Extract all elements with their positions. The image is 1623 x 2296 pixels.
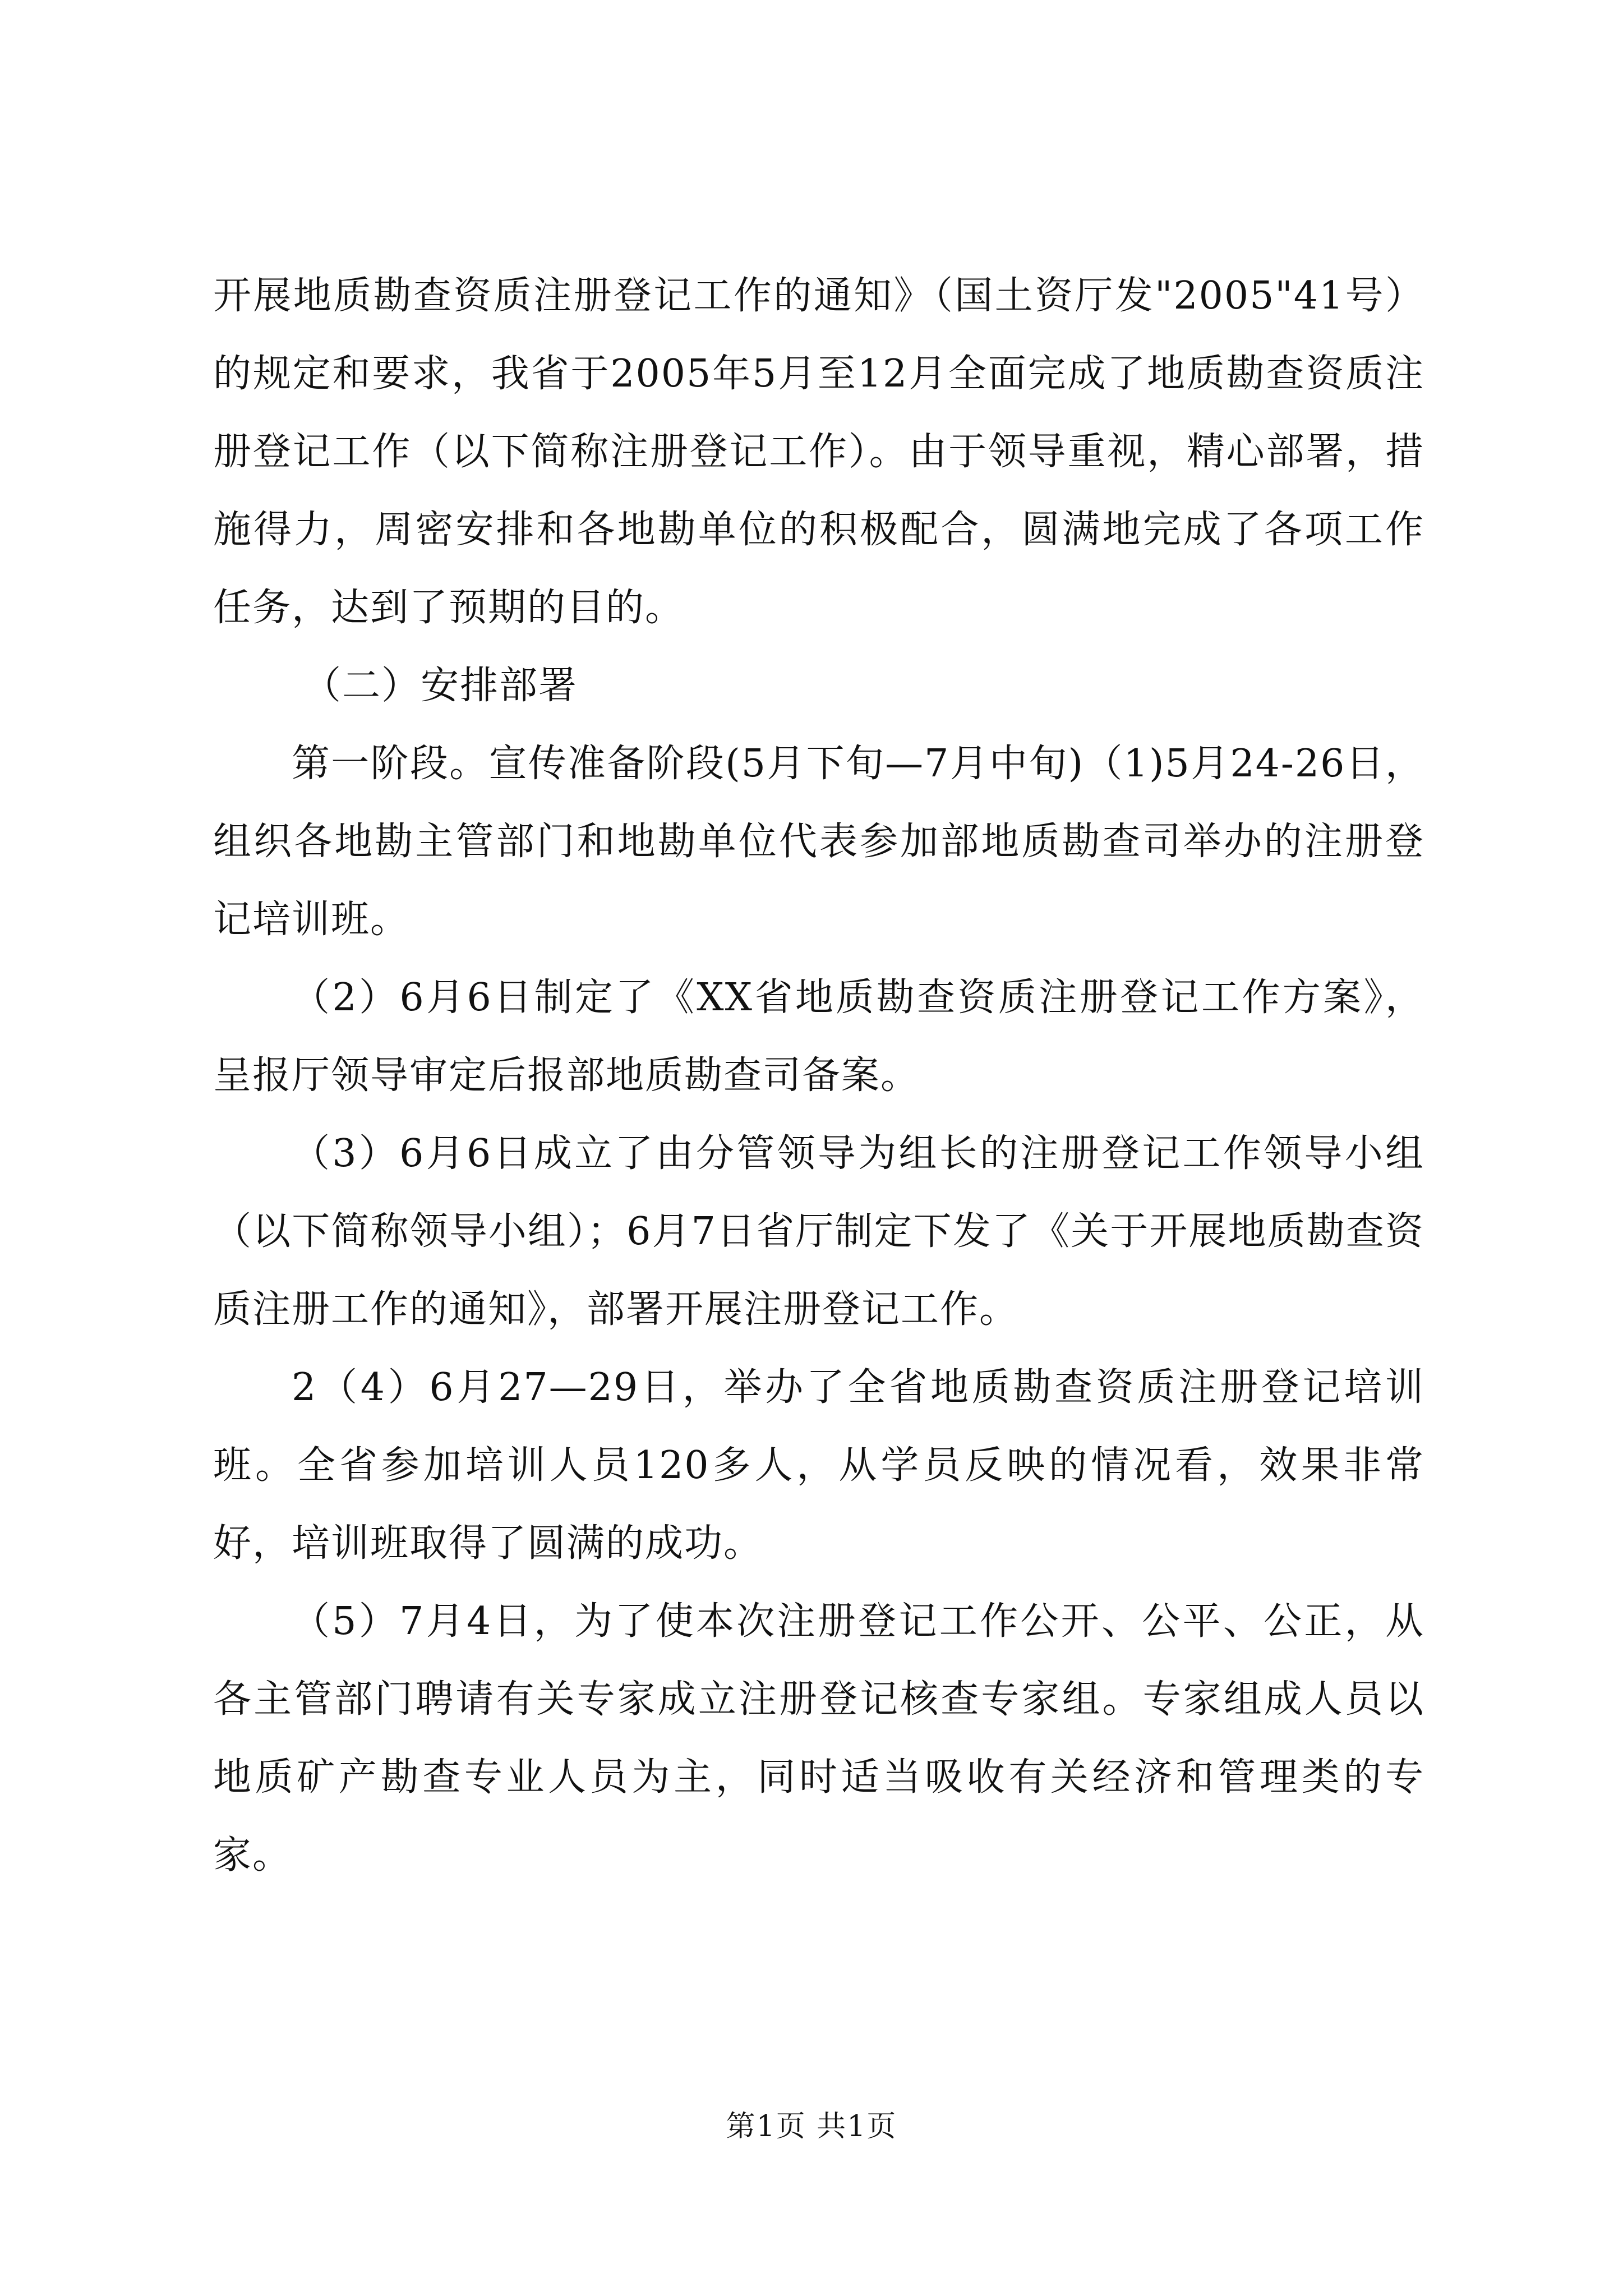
section-heading: （二）安排部署 [303, 664, 578, 708]
paragraph-stage-one: 第一阶段。宣传准备阶段(5月下旬—7月中旬)（1)5月24-26日，组织各地勘主管部门和地勘单位代表参加部地质勘查司举办的注册登记培训班。 [213, 742, 1424, 942]
paragraph-item-5: （5）7月4日，为了使本次注册登记工作公开、公平、公正，从各主管部门聘请有关专家成立注册登记核查专家组。专家组成人员以地质矿产勘查专业人员为主，同时适当吸收有关经济和管理类的专家。 [213, 1599, 1424, 1878]
document-body [213, 257, 1424, 1894]
paragraph-item-2: （2）6月6日制定了《XX省地质勘查资质注册登记工作方案》，呈报厅领导审定后报部地质勘查司备案。 [213, 976, 1424, 1098]
paragraph-item-3: （3）6月6日成立了由分管领导为组长的注册登记工作领导小组（以下简称领导小组）；6月7日省厅制定下发了《关于开展地质勘查资质注册工作的通知》，部署开展注册登记工作。 [213, 1131, 1424, 1332]
paragraph-intro: 开展地质勘查资质注册登记工作的通知》（国土资厅发"2005"41号）的规定和要求，我省于2005年5月至12月全面完成了地质勘查资质注册登记工作（以下简称注册登记工作）。由于领导重视，精心部署，措施得力，周密安排和各地勘单位的积极配合，圆满地完成了各项工作任务，达到了预期的目的。 [213, 274, 1424, 630]
page-footer: 第1页 共1页 [726, 2110, 897, 2143]
paragraph-item-4: 2（4）6月27—29日，举办了全省地质勘查资质注册登记培训班。全省参加培训人员120多人，从学员反映的情况看，效果非常好，培训班取得了圆满的成功。 [213, 1365, 1424, 1566]
